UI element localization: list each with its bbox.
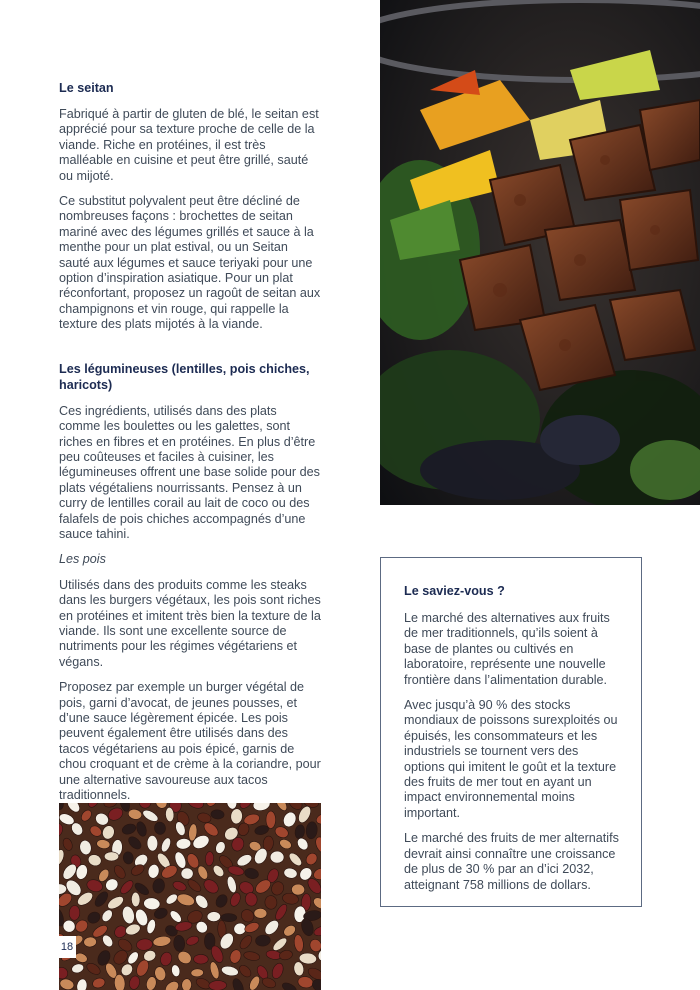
page-number: 18 [58, 936, 76, 958]
legumineuses-heading: Les légumineuses (lentilles, pois chiches, haricots) [59, 361, 310, 392]
did-you-know-heading: Le saviez-vous ? [404, 584, 505, 598]
did-you-know-paragraph-1: Le marché des alternatives aux fruits de mer traditionnels, qu’ils soient à base de plantes ou cultivés en laboratoire, représente une nouvelle frontière dans l’alimentation durable. [404, 611, 610, 687]
pois-paragraph-1: Utilisés dans des produits comme les steaks dans les burgers végétaux, les pois sont riches en protéines et imitent très bien la texture de la viande. Ils sont une excellente source de nutriments pour les régimes végétariens et végans. [59, 577, 321, 669]
left-column [59, 80, 321, 813]
pois-paragraph-2: Proposez par exemple un burger végétal de pois, garni d’avocat, de jeunes pousses, et d’une sauce légèrement épicée. Les pois peuvent également être utilisés dans des tacos végétariens au pois épicé, garnis de chou croquant et de crème à la coriandre, pour une alternative savoureuse aux tacos traditionnels. [59, 680, 321, 803]
seitan-paragraph-2: Ce substitut polyvalent peut être décliné de nombreuses façons : brochettes de seitan mariné avec des légumes grillés et sauce à la menthe pour un plat estival, ou un Seitan sauté aux légumes et sauce teriyaki pour une option d’inspiration asiatique. Pour un plat réconfortant, proposez un ragoût de seitan aux champignons et vin rouge, qui rappelle la texture des plats mijotés à la viande. [59, 194, 321, 332]
seitan-heading: Le seitan [59, 81, 114, 95]
seitan-dish-photo [380, 0, 700, 505]
mixed-beans-photo [59, 803, 321, 990]
legumineuses-paragraph: Ces ingrédients, utilisés dans des plats comme les boulettes ou les galettes, sont riches en fibres et en protéines. En plus d’être peu coûteuses et faciles à cuisiner, les légumineuses offrent une base solide pour des plats végétaliens nourrissants. Pensez à un curry de lentilles corail au lait de coco ou des falafels de pois chiches accompagnés d’une sauce tahini. [59, 403, 320, 541]
seitan-paragraph-1: Fabriqué à partir de gluten de blé, le seitan est apprécié pour sa texture proche de celle de la viande. Riche en protéines, il est très malléable en cuisine et peut être grillé, sauté ou mijoté. [59, 107, 319, 183]
pois-subheading: Les pois [59, 552, 106, 567]
did-you-know-paragraph-3: Le marché des fruits de mer alternatifs devrait ainsi connaître une croissance de plus de 30 % par an d’ici 2032, atteignant 758 millions de dollars. [404, 831, 619, 892]
did-you-know-box [380, 557, 642, 907]
did-you-know-paragraph-2: Avec jusqu’à 90 % des stocks mondiaux de poissons surexploités ou épuisés, les consommateurs et les industriels se tournent vers des options qui imitent le goût et la texture des fruits de mer tout en ayant un impact environnemental moins important. [404, 698, 618, 820]
